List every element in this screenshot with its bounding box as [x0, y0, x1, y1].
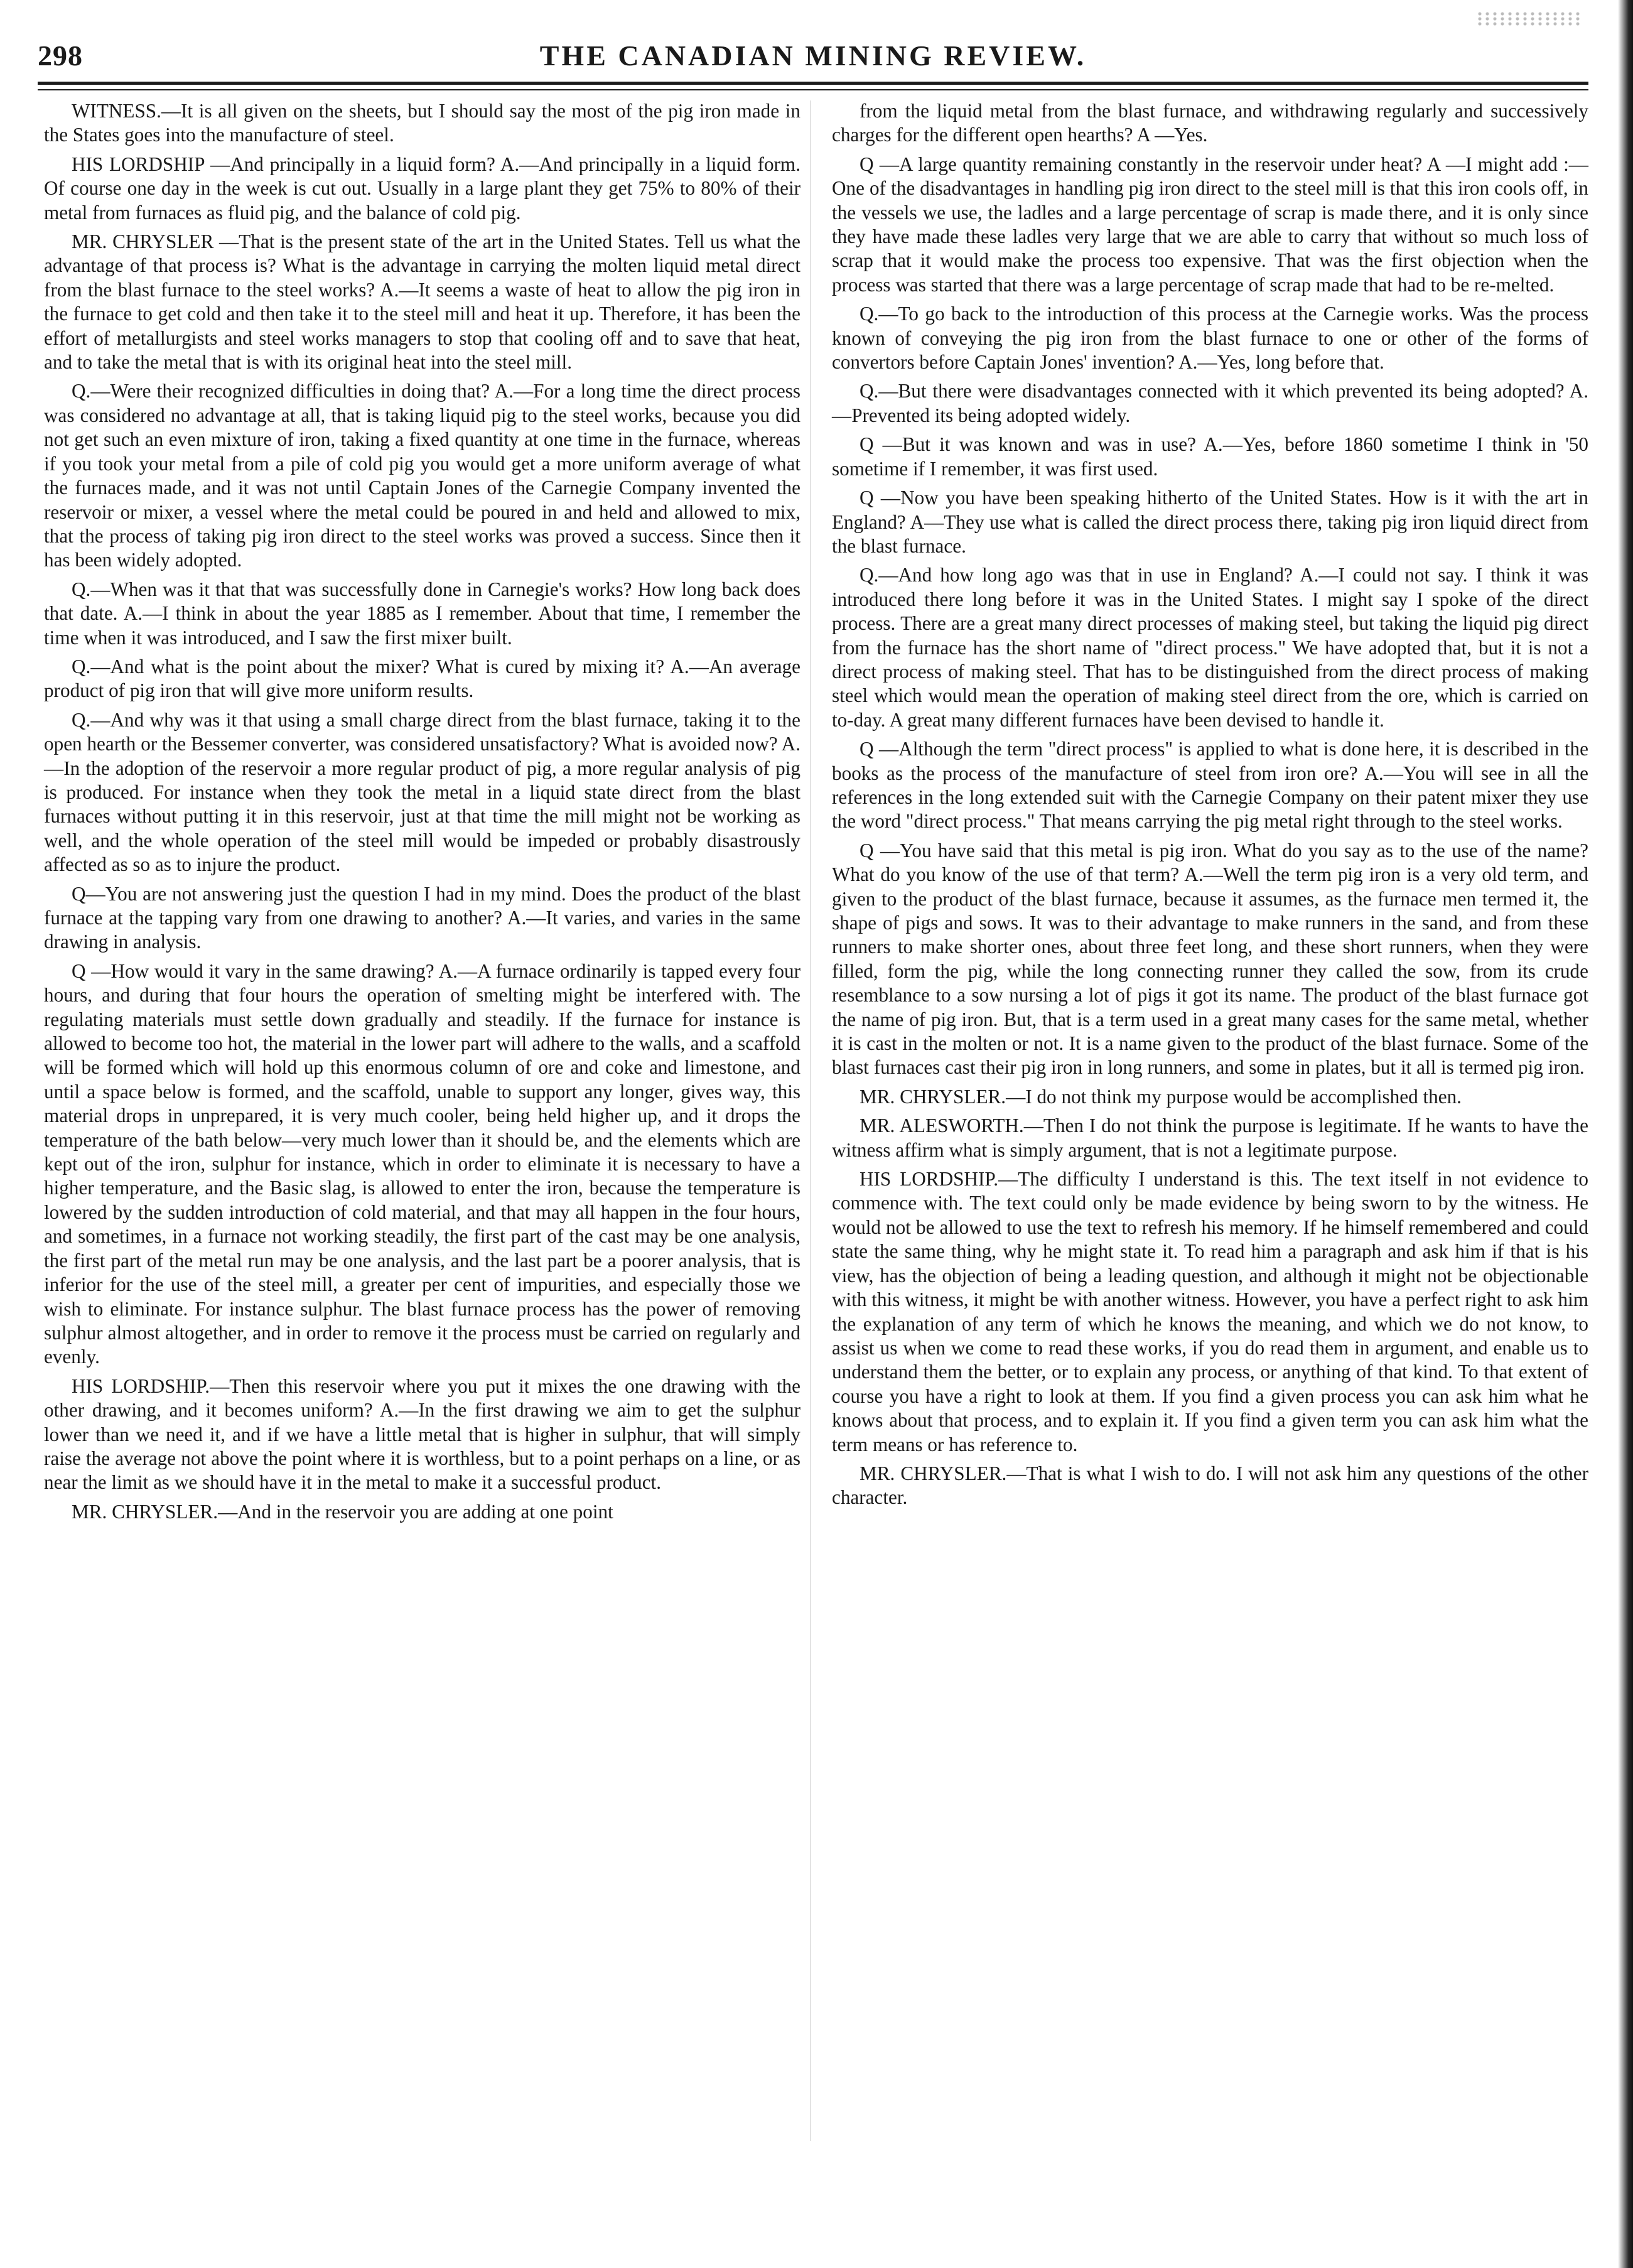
paragraph: HIS LORDSHIP —And principally in a liquid form? A.—And principally in a liquid form. Of course one day in the week is cut out. Usually in a large plant they get 75% to 80% of their metal from furnaces as fluid pig, and the balance of cold pig. — [44, 153, 800, 224]
paragraph: Q.—Were their recognized difficulties in doing that? A.—For a long time the direct process was considered no advantage at all, that is taking liquid pig to the steel works, because you did not get such an even mixture of iron, taking a fixed quantity at one time in the furnace, whereas if you took your metal from a pile of cold pig you would get a more uniform average of what the furnaces made, and it was not until Captain Jones of the Carnegie Company invented the reservoir or mixer, a vessel where the metal could be poured in and held and allowed to mix, that the process of taking pig iron direct to the steel works was proved a success. Since then it has been widely adopted. — [44, 380, 800, 571]
scan-edge-shadow — [1618, 0, 1633, 2268]
paragraph: HIS LORDSHIP.—Then this reservoir where you put it mixes the one drawing with the other drawing, and it becomes uniform? A.—In the first drawing we aim to get the sulphur lower than we need it, and if we have a little metal that is higher in sulphur, that will simply raise the average not above the point where it is worthless, but to a point perhaps on a line, or as near the limit as we should have it in the metal to make it a successful product. — [44, 1374, 800, 1494]
journal-title: THE CANADIAN MINING REVIEW. — [539, 40, 1087, 72]
paragraph: Q.—To go back to the introduction of this process at the Carnegie works. Was the process known of conveying the pig iron from the blast furnace to one or other of the forms of convertors before Captain Jones' invention? A.—Yes, long before that. — [832, 303, 1588, 374]
right-column — [832, 99, 1588, 1515]
paragraph: Q —Now you have been speaking hitherto of the United States. How is it with the art in England? A—They use what is called the direct process there, taking pig iron liquid direct from the blast furnace. — [832, 487, 1588, 557]
paragraph: Q —But it was known and was in use? A.—Yes, before 1860 sometime I think in '50 sometime if I remember, it was first used. — [832, 433, 1588, 480]
paragraph: Q.—And how long ago was that in use in England? A.—I could not say. I think it was introduced there long before it was in the United States. I might say I spoke of the direct process. There are a great many direct processes of making steel, but taking the liquid pig direct from the furnace has the short name of "direct process." We have adopted that, but it is not a direct process of making steel. That has to be distinguished from the direct process of making steel which would mean the operation of making steel direct from the ore, which is carried on to-day. A great many different furnaces have been devised to handle it. — [832, 564, 1588, 731]
paragraph: Q.—And why was it that using a small charge direct from the blast furnace, taking it to the open hearth or the Bessemer converter, was considered unsatisfactory? What is avoided now? A.—In the adoption of the reservoir a more regular product of pig, a more regular analysis of pig is produced. For instance when they took the metal in a liquid state direct from the blast furnaces without putting it in this reservoir, just at that time the mill might not be working as well, and the whole operation of the steel mill would be impeded or probably disastrously affected as so as to injure the product. — [44, 708, 800, 876]
left-column — [44, 99, 800, 1529]
page-number: 298 — [38, 40, 83, 72]
scan-speckle — [1476, 11, 1583, 26]
paragraph: MR. CHRYSLER.—That is what I wish to do. I will not ask him any questions of the other character. — [832, 1462, 1588, 1509]
column-gutter — [810, 100, 811, 2141]
paragraph: MR. ALESWORTH.—Then I do not think the purpose is legitimate. If he wants to have the witness affirm what is simply argument, that is not a legitimate purpose. — [832, 1115, 1588, 1161]
header-rule-thick — [38, 82, 1588, 85]
paragraph: Q —Although the term "direct process" is applied to what is done here, it is described in the books as the process of the manufacture of steel from iron ore? A.—You will see in all the references in the long extended suit with the Carnegie Company on their patent mixer they use the word "direct process." That means carrying the pig metal right through to the steel works. — [832, 738, 1588, 833]
paragraph: HIS LORDSHIP.—The difficulty I understand is this. The text itself in not evidence to commence with. The text could only be made evidence by being sworn to by the witness. He would not be allowed to use the text to refresh his memory. If he himself remembered and could state the same thing, why he might state it. To read him a paragraph and ask him if that is his view, has the objection of being a leading question, and although it might not be objectionable with this witness, it might be with another witness. However, you have a perfect right to ask him the explanation of any term of which he knows the meaning, and which we do not know, to assist us when we come to read these works, if you do read them in argument, and enable us to understand them the better, or to explain any process, or anything of that kind. To that extent of course you have a right to look at them. If you find a given process you can ask him what he knows about that process, and to explain it. If you find a given term you can ask him what the term means or has reference to. — [832, 1168, 1588, 1455]
paragraph: Q.—But there were disadvantages connected with it which prevented its being adopted? A.—Prevented its being adopted widely. — [832, 380, 1588, 426]
paragraph: MR. CHRYSLER.—And in the reservoir you are adding at one point — [72, 1500, 613, 1523]
paragraph: Q —A large quantity remaining constantly in the reservoir under heat? A —I might add :—One of the disadvantages in handling pig iron direct to the steel mill is that this iron cools off, in the vessels we use, the ladles and a large percentage of scrap is made there, and it is only since they have made these ladles very large that we are able to carry that without so much loss of scrap that it would make the process too expensive. That was the first objection when the process was started that there was a large percentage of scrap made that had to be re-melted. — [832, 153, 1588, 296]
paragraph: MR. CHRYSLER —That is the present state of the art in the United States. Tell us what the advantage of that process is? What is the advantage in carrying the molten liquid metal direct from the blast furnace to the steel works? A.—It seems a waste of heat to allow the pig iron in the furnace to get cold and then take it to the steel mill and heat it up. Therefore, it has been the effort of metallurgists and steel works managers to stop that cooling off and to save that heat, and to take the metal that is with its original heat into the steel mill. — [44, 230, 800, 374]
page-header — [38, 33, 1588, 80]
paragraph: Q.—When was it that that was successfully done in Carnegie's works? How long back does that date. A.—I think in about the year 1885 as I remember. About that time, I remember the time when it was introduced, and I saw the first mixer built. — [44, 578, 800, 649]
paragraph: WITNESS.—It is all given on the sheets, but I should say the most of the pig iron made in the States goes into the manufacture of steel. — [44, 100, 800, 146]
paragraph: Q—You are not answering just the question I had in my mind. Does the product of the blast furnace at the tapping vary from one drawing to another? A.—It varies, and varies in the same drawing in analysis. — [44, 882, 800, 953]
paragraph: Q.—And what is the point about the mixer? What is cured by mixing it? A.—An average product of pig iron that will give more uniform results. — [44, 655, 800, 702]
paragraph: MR. CHRYSLER.—I do not think my purpose would be accomplished then. — [860, 1085, 1462, 1108]
paragraph: Q —How would it vary in the same drawing? A.—A furnace ordinarily is tapped every four hours, and during that four hours the operation of smelting might be interfered with. The regulating materials must settle down gradually and steadily. If the furnace for instance is allowed to become too hot, the material in the lower part will adhere to the walls, and a scaffold will be formed which will hold up this enormous column of ore and coke and limestone, and until a space below is formed, and the scaffold, unable to support any longer, gives way, this material drops in unprepared, it is very much cooler, being held higher up, and it drops the temperature of the bath below—very much lower than it should be, and the elements which are kept out of the iron, sulphur for instance, which in order to eliminate it is necessary to have a higher temperature, and the Basic slag, is allowed to enter the iron, because the temperature is lowered by the sudden introduction of cold material, and that may all happen in the four hours, and sometimes, in a furnace not working steadily, the first part of the cast may be one analysis, the first part of the metal run may be one analysis, and the last part be a poorer analysis, that is inferior for the use of the steel mill, a greater per cent of impurities, and especially those we wish to eliminate. For instance sulphur. The blast furnace process has the power of removing sulphur almost altogether, and in order to remove it the process must be carried on regularly and evenly. — [44, 959, 800, 1368]
header-rule-thin — [38, 89, 1588, 90]
paragraph: Q —You have said that this metal is pig iron. What do you say as to the use of the name? What do you know of the use of that term? A.—Well the term pig iron is a very old term, and given to the product of the blast furnace, because it assumes, as the furnace men termed it, the shape of pigs and sows. It was to their advantage to make runners in the sand, and from these runners to make shorter ones, about three feet long, and these short runners, when they were filled, form the pig, while the long connecting runner they called the sow, from its crude resemblance to a sow nursing a lot of pigs it got its name. The product of the blast furnace got the name of pig iron. But, that is a term used in a great many cases for the same metal, whether it is cast in the molten or not. It is a name given to the product of the blast furnace. Some of the blast furnaces cast their pig iron in long runners, and some in plates, but it all is termed pig iron. — [832, 839, 1588, 1079]
paragraph: from the liquid metal from the blast furnace, and withdrawing regularly and successively charges for the different open hearths? A —Yes. — [832, 100, 1588, 146]
